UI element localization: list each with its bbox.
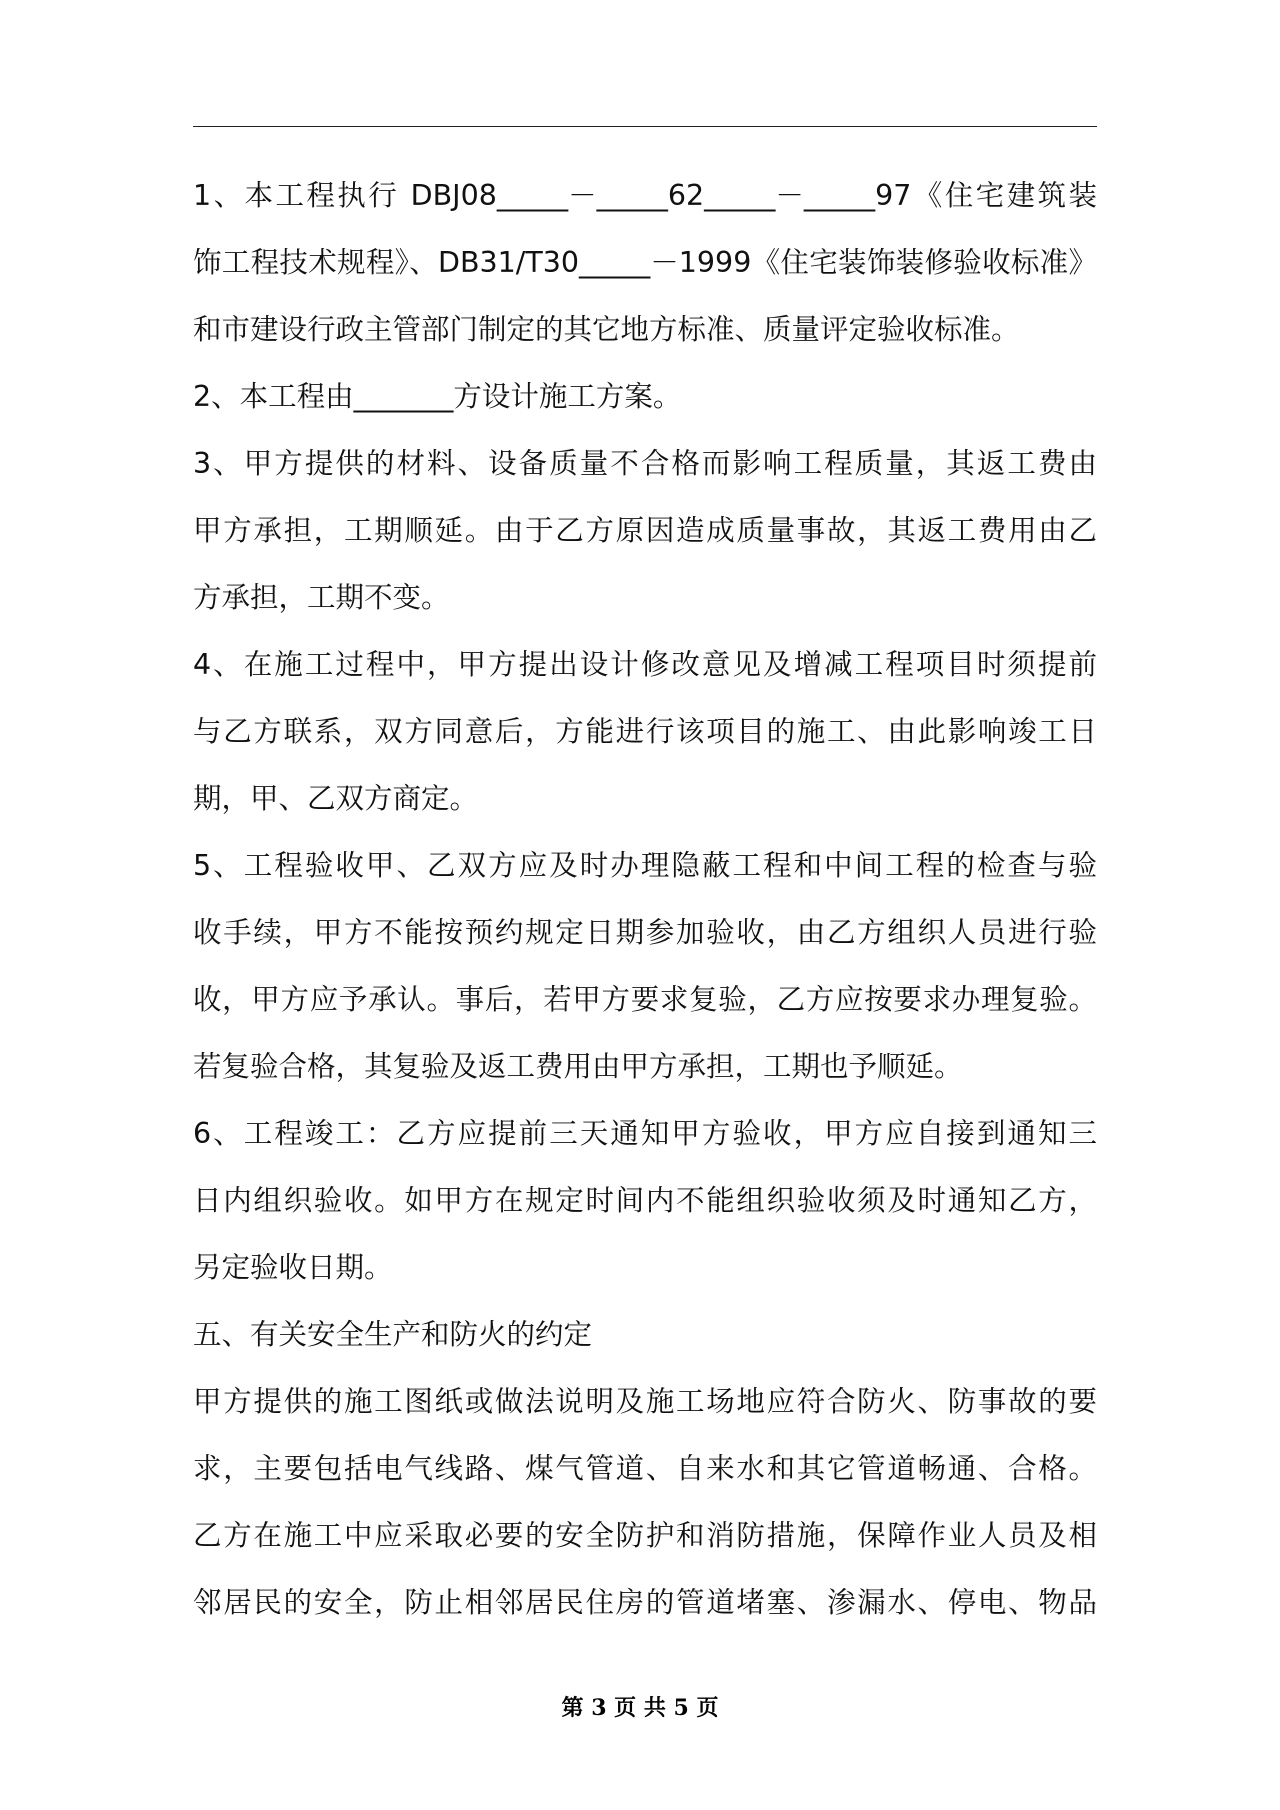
- text-line: 2、本工程由_______方设计施工方案。: [193, 380, 682, 413]
- text-line: 与乙方联系，双方同意后，方能进行该项目的施工、由此影响竣工日: [193, 715, 1097, 748]
- text-line: 若复验合格，其复验及返工费用由甲方承担，工期也予顺延。: [193, 1050, 963, 1083]
- text-line: 6、工程竣工：乙方应提前三天通知甲方验收，甲方应自接到通知三: [193, 1117, 1097, 1150]
- text-line: 甲方提供的施工图纸或做法说明及施工场地应符合防火、防事故的要: [193, 1385, 1097, 1418]
- text-line: 收手续，甲方不能按预约规定日期参加验收，由乙方组织人员进行验: [193, 916, 1097, 949]
- text-line: 4、在施工过程中，甲方提出设计修改意见及增减工程项目时须提前: [193, 648, 1097, 681]
- text-line: 3、甲方提供的材料、设备质量不合格而影响工程质量，其返工费由: [193, 447, 1097, 480]
- page-number: 第 3 页 共 5 页: [561, 1695, 719, 1721]
- text-line: 方承担，工期不变。: [193, 581, 450, 614]
- document-body: [193, 162, 1097, 1636]
- text-line: 收，甲方应予承认。事后，若甲方要求复验，乙方应按要求办理复验。: [193, 983, 1097, 1016]
- header-rule: [193, 126, 1097, 127]
- text-line: 饰工程技术规程》、DB31/T30_____－1999《住宅装饰装修验收标准》: [193, 246, 1097, 279]
- text-line: 乙方在施工中应采取必要的安全防护和消防措施，保障作业人员及相: [193, 1519, 1097, 1552]
- text-line: 邻居民的安全，防止相邻居民住房的管道堵塞、渗漏水、停电、物品: [193, 1586, 1097, 1619]
- text-line: 1、本工程执行 DBJ08_____－_____62_____－_____97《住宅建筑装: [193, 179, 1097, 212]
- text-line: 5、工程验收甲、乙双方应及时办理隐蔽工程和中间工程的检查与验: [193, 849, 1097, 882]
- text-line: 和市建设行政主管部门制定的其它地方标准、质量评定验收标准。: [193, 313, 1020, 346]
- section-heading: 五、有关安全生产和防火的约定: [193, 1318, 593, 1351]
- text-line: 日内组织验收。如甲方在规定时间内不能组织验收须及时通知乙方，: [193, 1184, 1097, 1217]
- text-line: 另定验收日期。: [193, 1251, 393, 1284]
- text-line: 期，甲、乙双方商定。: [193, 782, 479, 815]
- text-line: 甲方承担，工期顺延。由于乙方原因造成质量事故，其返工费用由乙: [193, 514, 1097, 547]
- text-line: 求，主要包括电气线路、煤气管道、自来水和其它管道畅通、合格。: [193, 1452, 1097, 1485]
